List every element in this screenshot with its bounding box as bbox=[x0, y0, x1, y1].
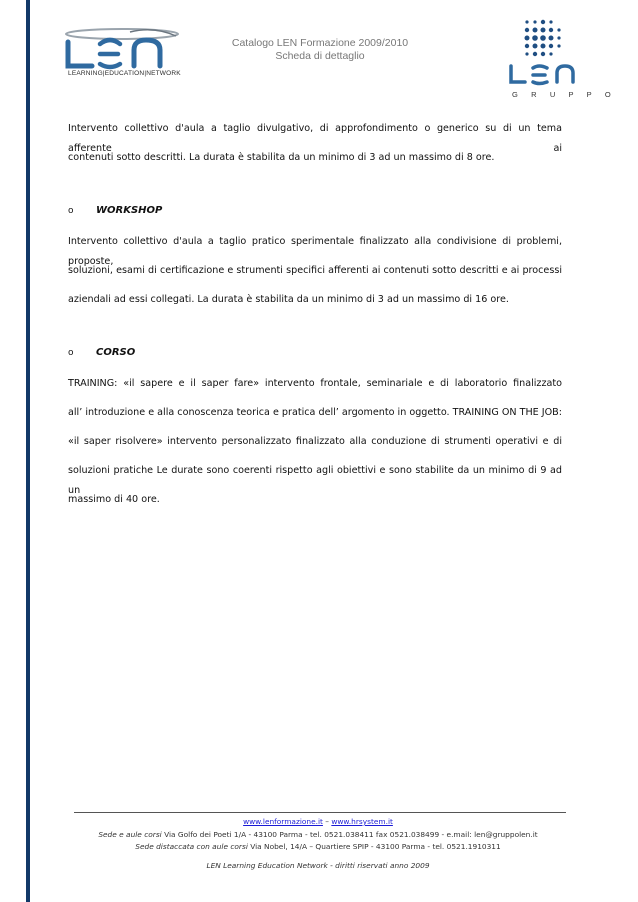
footer-branch-label: Sede distaccata con aule corsi bbox=[135, 842, 248, 851]
workshop-heading bbox=[68, 201, 562, 232]
footer-links bbox=[68, 817, 568, 826]
page-left-border bbox=[26, 0, 30, 902]
intro-line-2: contenuti sotto descritti. La durata è stabilita da un minimo di 3 ad un massimo di 8 ore. bbox=[68, 152, 495, 163]
corso-line-4: soluzioni pratiche Le durate sono coerenti rispetto agli obiettivi e sono stabilite da un minimo di 9 ad un bbox=[68, 465, 562, 496]
corso-title: CORSO bbox=[96, 347, 136, 358]
corso-line-2: all’ introduzione e alla conoscenza teorica e pratica dell’ argomento in oggetto. TRAINING ON THE JOB: bbox=[68, 407, 562, 418]
corso-line-5: massimo di 40 ore. bbox=[68, 494, 160, 505]
footer-sede-label: Sede e aule corsi bbox=[98, 830, 162, 839]
page-header bbox=[220, 37, 420, 63]
corso-line-1: TRAINING: «il sapere e il saper fare» intervento frontale, seminariale e di laboratorio finalizzato bbox=[68, 378, 562, 389]
footer-separator: – bbox=[322, 817, 332, 826]
lenformazione-link[interactable]: www.lenformazione.it bbox=[243, 817, 323, 826]
logo-subtitle: G R U P P O bbox=[512, 90, 617, 99]
corso-line-3: «il saper risolvere» intervento personalizzato finalizzato alla conduzione di strumenti operativi e di bbox=[68, 436, 562, 447]
footer-address-branch bbox=[68, 842, 568, 851]
dot-grid-logo bbox=[505, 18, 585, 88]
workshop-title: WORKSHOP bbox=[96, 205, 163, 216]
logo-tagline: LEARNING|EDUCATION|NETWORK bbox=[68, 70, 181, 77]
header-subtitle: Scheda di dettaglio bbox=[275, 50, 365, 62]
header-title: Catalogo LEN Formazione 2009/2010 bbox=[231, 37, 409, 49]
footer-branch-text: Via Nobel, 14/A – Quartiere SPIP - 43100 Parma - tel. 0521.1910311 bbox=[247, 842, 501, 851]
footer-copyright-text: LEN Learning Education Network - diritti riservati anno 2009 bbox=[206, 861, 430, 870]
len-network-logo bbox=[64, 26, 180, 82]
document-body bbox=[68, 119, 562, 519]
workshop-line-1: Intervento collettivo d'aula a taglio pratico sperimentale finalizzato alla condivisione di problemi, proposte, bbox=[68, 236, 562, 267]
hrsystem-link[interactable]: www.hrsystem.it bbox=[331, 817, 393, 826]
footer-copyright bbox=[68, 861, 568, 870]
workshop-line-3: aziendali ad essi collegati. La durata è stabilita da un minimo di 3 ad un massimo di 16 ore. bbox=[68, 294, 509, 305]
workshop-line-2: soluzioni, esami di certificazione e strumenti specifici afferenti ai contenuti sotto descritti e ai processi bbox=[68, 265, 562, 276]
len-wordmark-logo bbox=[64, 26, 180, 72]
footer-divider bbox=[74, 812, 566, 813]
corso-heading bbox=[68, 343, 562, 374]
bullet-icon: o bbox=[68, 348, 74, 358]
footer-address-main bbox=[68, 830, 568, 839]
intro-line-1: Intervento collettivo d'aula a taglio divulgativo, di approfondimento o generico su di un tema afferente ai bbox=[68, 123, 562, 154]
len-gruppo-logo bbox=[505, 18, 617, 102]
footer-sede-text: Via Golfo dei Poeti 1/A - 43100 Parma - tel. 0521.038411 fax 0521.038499 - e.mail: len@gruppolen.it bbox=[161, 830, 538, 839]
bullet-icon: o bbox=[68, 206, 74, 216]
